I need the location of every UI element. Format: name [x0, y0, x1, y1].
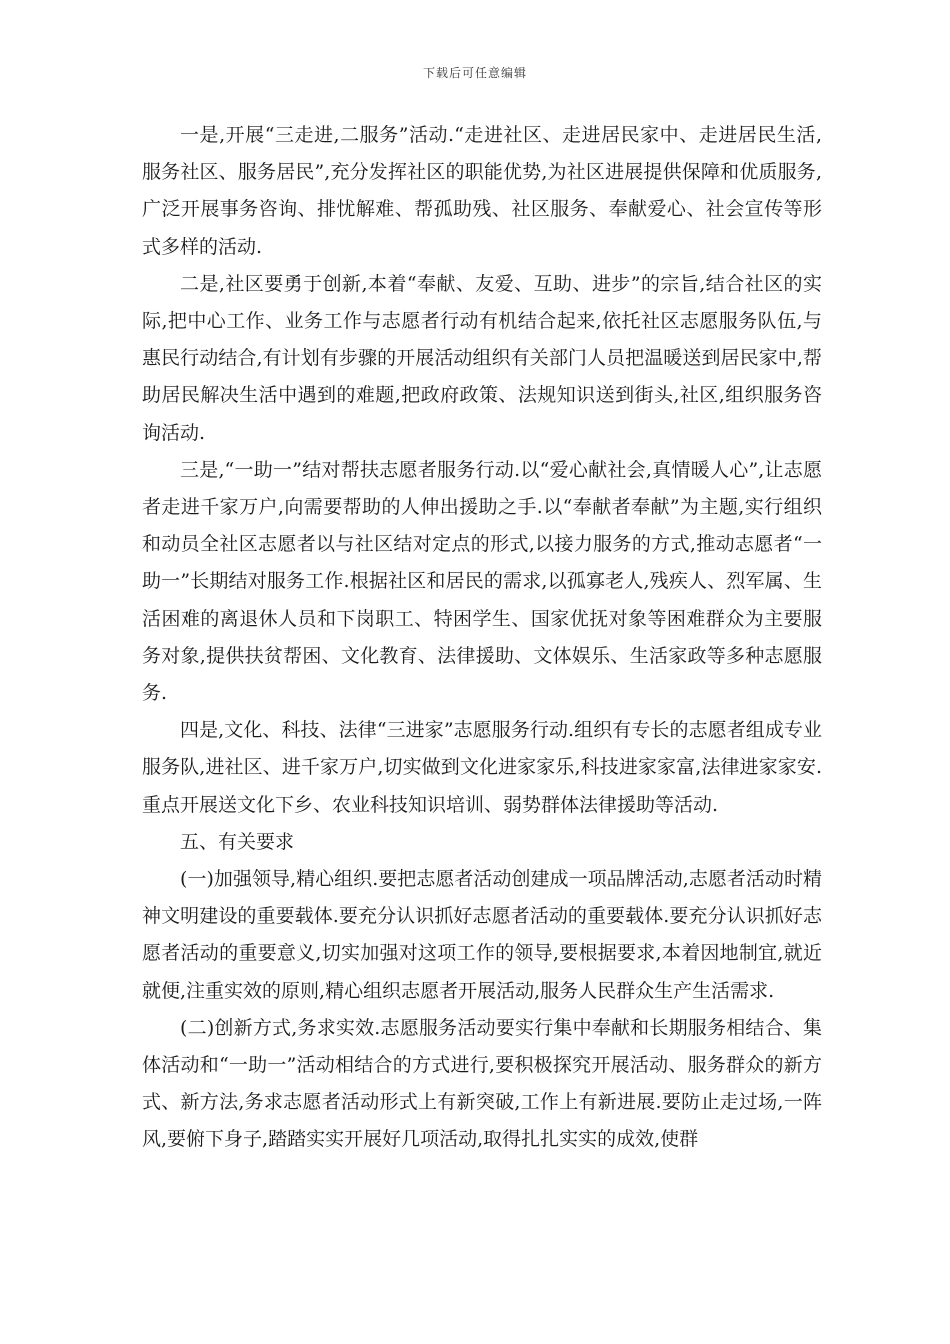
paragraph-activity-two: 二是,社区要勇于创新,本着“奉献、友爱、互助、进步”的宗旨,结合社区的实际,把中心工作、业务工作与志愿者行动有机结合起来,依托社区志愿服务队伍,与惠民行动结合,有计划有步骤的开展活动组织有关部门人员把温暖送到居民家中,帮助居民解决生活中遇到的难题,把政府政策、法规知识送到街头,社区,组织服务咨询活动. [142, 272, 822, 444]
paragraph-activity-three: 三是,“一助一”结对帮扶志愿者服务行动.以“爱心献社会,真情暖人心”,让志愿者走进千家万户,向需要帮助的人伸出援助之手.以“奉献者奉献”为主题,实行组织和动员全社区志愿者以与社区结对定点的形式,以接力服务的方式,推动志愿者“一助一”长期结对服务工作.根据社区和居民的需求,以孤寡老人,残疾人、烈军属、生活困难的离退休人员和下岗职工、特困学生、国家优抚对象等困难群众为主要服务对象,提供扶贫帮困、文化教育、法律援助、文体娱乐、生活家政等多种志愿服务. [142, 458, 822, 705]
page-header: 下载后可任意编辑 [422, 66, 527, 80]
paragraph-requirement-one: (一)加强领导,精心组织.要把志愿者活动创建成一项品牌活动,志愿者活动时精神文明建设的重要载体.要充分认识抓好志愿者活动的重要载体.要充分认识抓好志愿者活动的重要意义,切实加强对这项工作的领导,要根据要求,本着因地制宜,就近就便,注重实效的原则,精心组织志愿者开展活动,服务人民群众生产生活需求. [142, 868, 822, 1002]
paragraph-activity-one: 一是,开展“三走进,二服务”活动.“走进社区、走进居民家中、走进居民生活,服务社区、服务居民”,充分发挥社区的职能优势,为社区进展提供保障和优质服务,广泛开展事务咨询、排忧解难、帮孤助残、社区服务、奉献爱心、社会宣传等形式多样的活动. [142, 124, 822, 258]
paragraph-requirement-two: (二)创新方式,务求实效.志愿服务活动要实行集中奉献和长期服务相结合、集体活动和“一助一”活动相结合的方式进行,要积极探究开展活动、服务群众的新方式、新方法,务求志愿者活动形式上有新突破,工作上有新进展.要防止走过场,一阵风,要俯下身子,踏踏实实开展好几项活动,取得扎扎实实的成效,使群 [142, 1016, 822, 1151]
section-heading-requirements: 五、有关要求 [180, 830, 295, 853]
paragraph-activity-four: 四是,文化、科技、法律“三进家”志愿服务行动.组织有专长的志愿者组成专业服务队,进社区、进千家万户,切实做到文化进家家乐,科技进家家富,法律进家家安.重点开展送文化下乡、农业科技知识培训、弱势群体法律援助等活动. [142, 719, 822, 816]
document-body [142, 117, 822, 1159]
